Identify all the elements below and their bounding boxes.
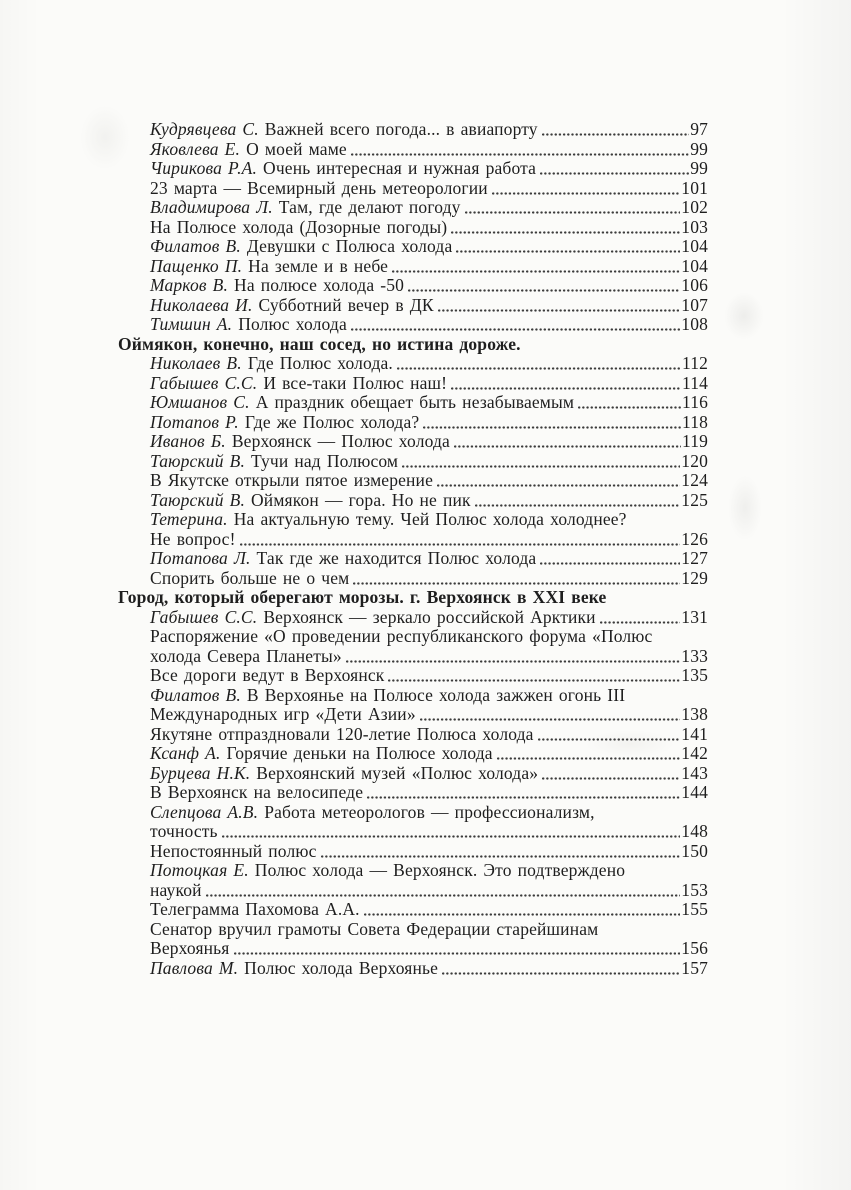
toc-entry — [118, 666, 708, 686]
toc-entry-wrap-line — [118, 627, 708, 647]
toc-entry — [118, 374, 708, 394]
entry-author: Таюрский В. — [150, 489, 245, 510]
dot-leader — [438, 309, 681, 312]
toc-entry — [118, 432, 708, 452]
dot-leader — [442, 972, 680, 975]
entry-author: Бурцева Н.К. — [150, 762, 251, 783]
entry-author: Потапов Р. — [150, 411, 239, 432]
page-number: 125 — [681, 489, 708, 510]
entry-author: Иванов Б. — [150, 431, 226, 451]
toc-entry — [118, 608, 708, 628]
dot-leader — [578, 406, 681, 409]
toc-entry — [118, 647, 708, 667]
page-number: 120 — [681, 450, 708, 471]
entry-title: наукой — [150, 879, 202, 900]
toc-entry — [118, 900, 708, 920]
page-number: 112 — [681, 353, 708, 373]
toc-entry — [118, 959, 708, 979]
toc-entry — [118, 218, 708, 238]
dot-leader — [540, 172, 689, 175]
entry-author: Габышев С.С. — [150, 372, 258, 393]
entry-author: Ксанф А. — [150, 743, 221, 763]
entry-title: Не вопрос! — [150, 528, 236, 549]
entry-author: Марков В. — [150, 275, 228, 295]
entry-title: Филатов В. В Верхоянье на Полюсе холода зажжен огонь III — [150, 684, 626, 705]
entry-author: Павлова М. — [150, 957, 239, 978]
toc-entry-wrap-line — [118, 510, 708, 530]
entry-title: точность — [150, 821, 218, 841]
dot-leader — [437, 484, 680, 487]
dot-leader — [367, 796, 680, 799]
entry-author: Пащенко П. — [150, 255, 243, 276]
entry-author: Яковлева Е. — [150, 138, 241, 159]
toc-entry — [118, 939, 708, 959]
page-number: 102 — [681, 197, 708, 217]
entry-title: Тетерина. На актуальную тему. Чей Полюс холода холоднее? — [150, 509, 627, 529]
page-number: 153 — [681, 879, 708, 900]
page-number: 114 — [681, 372, 708, 393]
entry-title: Юмшанов С. А праздник обещает быть незабываемым — [150, 392, 575, 412]
toc-entry — [118, 198, 708, 218]
dot-leader — [240, 543, 681, 546]
dot-leader — [456, 250, 680, 253]
dot-leader — [402, 465, 680, 468]
entry-title: Спорить больше не о чем — [150, 567, 350, 588]
toc-entry-wrap-line — [118, 686, 708, 706]
entry-title: Филатов В. Девушки с Полюса холода — [150, 236, 453, 256]
entry-title: Габышев С.С. Верхоянск — зеркало российской Арктики — [150, 606, 596, 627]
toc-entry — [118, 822, 708, 842]
page-number: 118 — [681, 411, 708, 432]
page-number: 99 — [690, 158, 708, 178]
toc-entry — [118, 744, 708, 764]
entry-title: Верхоянья — [150, 938, 230, 958]
entry-title: Таюрский В. Оймякон — гора. Но не пик — [150, 489, 471, 510]
dot-leader — [454, 445, 681, 448]
dot-leader — [492, 192, 681, 195]
entry-title: Все дороги ведут в Верхоянск — [150, 665, 385, 685]
toc-section-header — [118, 588, 708, 608]
page-number: 107 — [681, 294, 708, 315]
page-number: 108 — [681, 314, 708, 334]
toc-entry — [118, 452, 708, 472]
entry-author: Потапова Л. — [150, 548, 251, 568]
toc-entry — [118, 296, 708, 316]
toc-entry — [118, 471, 708, 491]
dot-leader — [423, 426, 681, 429]
toc-entry — [118, 120, 708, 140]
entry-author: Филатов В. — [150, 684, 241, 705]
page-number: 99 — [690, 138, 708, 159]
toc-entry — [118, 159, 708, 179]
entry-author: Тимшин А. — [150, 314, 233, 334]
dot-leader — [465, 211, 681, 214]
entry-title: Ксанф А. Горячие деньки на Полюсе холода — [150, 743, 493, 763]
page-number: 155 — [681, 899, 708, 919]
entry-title: Потапова Л. Так где же находится Полюс холода — [150, 548, 537, 568]
dot-leader — [351, 328, 680, 331]
page-number: 126 — [681, 528, 708, 549]
entry-title: Город, который оберегают морозы. г. Верхоянск в XXI веке — [118, 587, 607, 607]
dot-leader — [451, 231, 680, 234]
entry-author: Юмшанов С. — [150, 392, 250, 412]
entry-title: Сенатор вручил грамоты Совета Федерации старейшинам — [150, 918, 599, 939]
entry-author: Слепцова А.В. — [150, 801, 259, 822]
entry-author: Владимирова Л. — [150, 197, 273, 217]
entry-title: Иванов Б. Верхоянск — Полюс холода — [150, 431, 450, 451]
page-number: 138 — [681, 704, 708, 724]
toc-entry — [118, 276, 708, 296]
page-number: 142 — [681, 743, 708, 763]
dot-leader — [222, 835, 681, 838]
page-number: 104 — [681, 255, 708, 276]
toc-entry — [118, 179, 708, 199]
entry-title: Владимирова Л. Там, где делают погоду — [150, 197, 461, 217]
page-number: 156 — [681, 938, 708, 958]
toc-entry — [118, 842, 708, 862]
dot-leader — [206, 894, 681, 897]
toc-entry-wrap-line — [118, 803, 708, 823]
dot-leader — [397, 367, 681, 370]
entry-title: На Полюсе холода (Дозорные погоды) — [150, 216, 448, 237]
page-number: 104 — [681, 236, 708, 256]
dot-leader — [420, 718, 681, 721]
page-number: 127 — [681, 548, 708, 568]
entry-author: Николаева И. — [150, 294, 253, 315]
entry-title: Чирикова Р.А. Очень интересная и нужная работа — [150, 158, 537, 178]
toc-entry — [118, 491, 708, 511]
dot-leader — [234, 952, 681, 955]
entry-author: Кудрявцева С. — [150, 119, 259, 139]
entry-author: Николаев В. — [150, 353, 242, 373]
toc-entry — [118, 725, 708, 745]
entry-title: Непостоянный полюс — [150, 840, 317, 861]
page-number: 97 — [690, 119, 708, 139]
scan-smudge — [724, 292, 764, 340]
dot-leader — [388, 679, 680, 682]
entry-title: Потоцкая Е. Полюс холода — Верхоянск. Это подтверждено — [150, 860, 626, 880]
entry-author: Чирикова Р.А. — [150, 158, 258, 178]
toc-entry — [118, 783, 708, 803]
page-number: 103 — [681, 216, 708, 237]
page-number: 141 — [681, 723, 708, 744]
entry-title: Яковлева Е. О моей маме — [150, 138, 347, 159]
dot-leader — [538, 738, 681, 741]
entry-title: Бурцева Н.К. Верхоянский музей «Полюс холода» — [150, 762, 539, 783]
toc-entry — [118, 413, 708, 433]
entry-title: холода Севера Планеты» — [150, 645, 342, 666]
dot-leader — [364, 913, 681, 916]
scan-smudge — [728, 475, 762, 541]
page-number: 150 — [681, 840, 708, 861]
entry-title: Потапов Р. Где же Полюс холода? — [150, 411, 420, 432]
page-number: 148 — [681, 821, 708, 841]
toc-entry — [118, 257, 708, 277]
entry-title: Слепцова А.В. Работа метеорологов — профессионализм, — [150, 801, 595, 822]
page-number: 101 — [681, 177, 708, 198]
dot-leader — [497, 757, 681, 760]
toc-entry — [118, 530, 708, 550]
entry-title: Габышев С.С. И все-таки Полюс наш! — [150, 372, 448, 393]
dot-leader — [475, 504, 681, 507]
dot-leader — [451, 387, 681, 390]
entry-author: Габышев С.С. — [150, 606, 258, 627]
page-number: 119 — [681, 431, 708, 451]
entry-title: Пащенко П. На земле и в небе — [150, 255, 389, 276]
page-number: 131 — [681, 606, 708, 627]
page-number: 129 — [681, 567, 708, 588]
entry-title: Тимшин А. Полюс холода — [150, 314, 347, 334]
entry-title: Оймякон, конечно, наш сосед, но истина дороже. — [118, 333, 521, 354]
dot-leader — [321, 855, 681, 858]
toc-section-header — [118, 335, 708, 355]
toc-entry — [118, 393, 708, 413]
dot-leader — [540, 562, 680, 565]
dot-leader — [600, 621, 681, 624]
dot-leader — [392, 270, 680, 273]
toc-entry — [118, 140, 708, 160]
entry-title: Николаев В. Где Полюс холода. — [150, 353, 393, 373]
entry-author: Потоцкая Е. — [150, 860, 249, 880]
toc-entry — [118, 764, 708, 784]
toc-entry-wrap-line — [118, 861, 708, 881]
toc-entry — [118, 881, 708, 901]
page-number: 133 — [681, 645, 708, 666]
entry-author: Таюрский В. — [150, 450, 245, 471]
page-number: 135 — [681, 665, 708, 685]
table-of-contents — [118, 120, 708, 978]
page-number: 157 — [681, 957, 708, 978]
entry-title: Кудрявцева С. Важней всего погода... в авиапорту — [150, 119, 538, 139]
toc-entry-wrap-line — [118, 920, 708, 940]
toc-entry — [118, 705, 708, 725]
entry-title: Марков В. На полюсе холода -50 — [150, 275, 405, 295]
page-number: 124 — [681, 470, 708, 490]
page-number: 144 — [681, 782, 708, 802]
entry-title: Павлова М. Полюс холода Верхоянье — [150, 957, 439, 978]
toc-entry — [118, 315, 708, 335]
entry-title: В Верхоянск на велосипеде — [150, 782, 364, 802]
dot-leader — [353, 582, 680, 585]
toc-entry — [118, 354, 708, 374]
entry-author: Филатов В. — [150, 236, 241, 256]
dot-leader — [346, 660, 680, 663]
entry-title: Международных игр «Дети Азии» — [150, 704, 416, 724]
page-number: 106 — [681, 275, 708, 295]
entry-author: Тетерина. — [150, 509, 228, 529]
dot-leader — [351, 153, 689, 156]
toc-entry — [118, 549, 708, 569]
page-number: 143 — [681, 762, 708, 783]
entry-title: Таюрский В. Тучи над Полюсом — [150, 450, 399, 471]
toc-entry — [118, 237, 708, 257]
entry-title: Телеграмма Пахомова А.А. — [150, 899, 360, 919]
entry-title: Распоряжение «О проведении республиканского форума «Полюс — [150, 626, 653, 646]
page-number: 116 — [681, 392, 708, 412]
dot-leader — [408, 289, 680, 292]
entry-title: 23 марта — Всемирный день метеорологии — [150, 177, 488, 198]
entry-title: В Якутске открыли пятое измерение — [150, 470, 433, 490]
entry-title: Якутяне отпраздновали 120-летие Полюса холода — [150, 723, 534, 744]
entry-title: Николаева И. Субботний вечер в ДК — [150, 294, 434, 315]
dot-leader — [542, 133, 689, 136]
toc-entry — [118, 569, 708, 589]
dot-leader — [542, 777, 680, 780]
